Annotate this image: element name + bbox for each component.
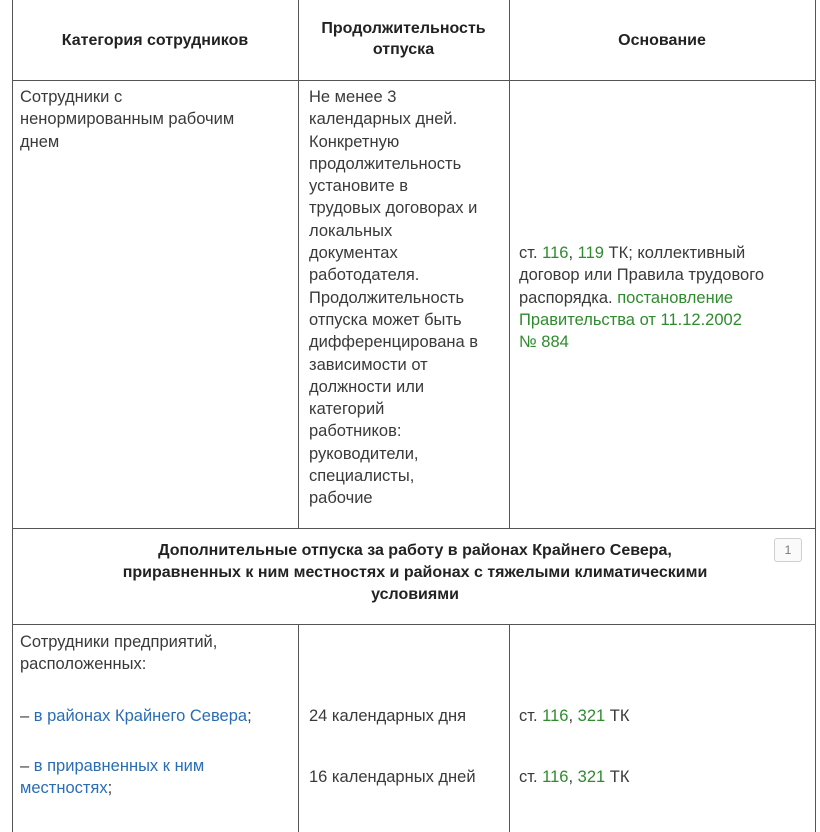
resolution-link-line2[interactable]: Правительства от 11.12.2002 (519, 310, 742, 329)
row1-category-line: ненормированным рабочим (20, 110, 235, 129)
header-duration-line2: отпуска (372, 41, 435, 58)
item1-dash: – (20, 707, 34, 725)
row1-duration-line: работников: (309, 422, 402, 441)
table-border-right (815, 0, 816, 832)
row2-basis1 (519, 705, 811, 727)
row2-duration1: 24 календарных дня (309, 707, 467, 725)
basis2-prefix: ст. (519, 768, 543, 786)
row1-duration-line: локальных (309, 221, 393, 240)
row1-duration-line: рабочие (309, 489, 373, 508)
row1-basis-line1 (519, 242, 811, 264)
row2-intro-line2: расположенных: (20, 655, 147, 674)
row1-duration-line: должности или (309, 377, 425, 396)
row1-duration-line: календарных дней. (309, 110, 458, 129)
row1-category (20, 86, 295, 153)
table-border-left (12, 0, 13, 832)
row1-duration-line: руководители, (309, 444, 419, 463)
item2-end: ; (107, 779, 113, 798)
section-title-line3: условиями (371, 586, 459, 603)
resolution-link[interactable]: постановление (617, 288, 734, 307)
row1-duration-line: зависимости от (309, 355, 428, 374)
row1-duration-line: продолжительность (309, 154, 462, 173)
row1-duration-line: установите в (309, 177, 409, 196)
row2-item1 (20, 705, 295, 727)
row2-basis2 (519, 766, 811, 788)
equated-areas-link[interactable]: в приравненных к ним (33, 757, 205, 775)
article-116-link[interactable]: 116 (542, 244, 569, 262)
section-title-line1: Дополнительные отпуска за работу в районах Крайнего Севера, (158, 542, 672, 559)
article-321-link[interactable]: 321 (577, 707, 606, 725)
row2-item2 (20, 755, 295, 800)
basis-separator: , (568, 244, 578, 262)
basis2-suffix: ТК (605, 768, 630, 786)
section-title-line2: приравненных к ним местностях и районах с тяжелыми климатическими (122, 564, 708, 581)
row1-duration-line: дифференцирована в (309, 333, 479, 352)
col-divider-2b (509, 624, 510, 832)
row1-duration-line: специалисты, (309, 467, 415, 486)
basis-after: ТК; коллективный (603, 244, 746, 262)
basis2-sep: , (568, 768, 578, 786)
header-bottom-border (12, 80, 816, 81)
row1-duration-line: работодателя. (309, 266, 420, 285)
row1-duration-line: трудовых договорах и (309, 199, 478, 218)
row1-duration-line: Не менее 3 (309, 88, 397, 106)
row1-duration-line: Конкретную (309, 132, 400, 151)
section-bottom-border (12, 624, 816, 625)
row1-duration-line: категорий (309, 400, 385, 419)
header-duration (298, 18, 509, 60)
row1-basis-line2: договор или Правила трудового (519, 266, 765, 285)
row1-duration-line: отпуска может быть (309, 310, 462, 329)
row1-category-line: днем (20, 132, 60, 151)
row1-category-line: Сотрудники с (20, 88, 123, 106)
article-119-link[interactable]: 119 (577, 244, 604, 262)
basis-prefix: ст. (519, 244, 543, 262)
row2-item2-line2 (20, 777, 295, 799)
row1-basis-line3 (519, 287, 811, 309)
article-116-link-2[interactable]: 116 (542, 707, 569, 725)
header-basis: Основание (618, 32, 706, 49)
basis1-suffix: ТК (605, 707, 630, 725)
header-category: Категория сотрудников (61, 32, 249, 49)
basis-text: распорядка. (519, 288, 618, 307)
article-321-link-2[interactable]: 321 (577, 768, 606, 786)
far-north-link[interactable]: в районах Крайнего Севера (33, 707, 248, 725)
row2-duration2: 16 календарных дней (309, 768, 476, 786)
row2-intro-line1: Сотрудники предприятий, (20, 633, 218, 651)
col-divider-1b (298, 624, 299, 832)
basis1-sep: , (568, 707, 578, 725)
row1-basis (519, 242, 811, 353)
comment-count-badge[interactable]: 1 (774, 538, 802, 562)
row1-duration (309, 86, 507, 510)
item1-end: ; (247, 707, 252, 725)
row2-item2-line1 (20, 755, 295, 777)
basis1-prefix: ст. (519, 707, 543, 725)
row1-bottom-border (12, 528, 816, 529)
item2-dash: – (20, 757, 34, 775)
row2-category-intro (20, 631, 295, 676)
row1-duration-line: Продолжительность (309, 288, 465, 307)
article-116-link-3[interactable]: 116 (542, 768, 569, 786)
section-title (30, 540, 800, 606)
row1-duration-line: документах (309, 244, 398, 263)
resolution-link-line3[interactable]: № 884 (519, 333, 569, 352)
header-duration-line1: Продолжительность (321, 20, 486, 37)
equated-areas-link-line2[interactable]: местностях (20, 779, 108, 798)
